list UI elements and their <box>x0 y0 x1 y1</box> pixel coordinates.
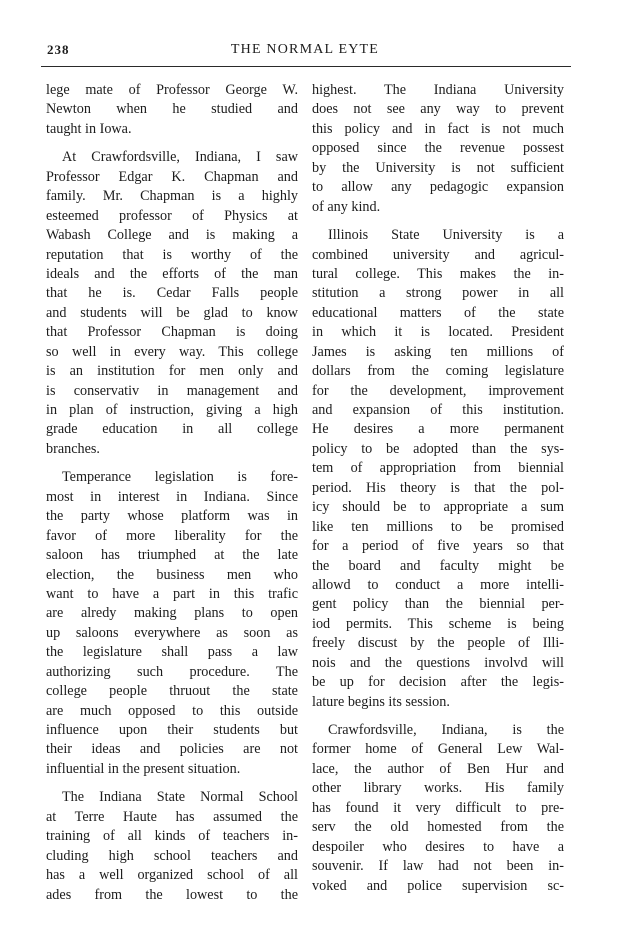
text-line: policy to be adopted than the sys- <box>312 440 564 457</box>
text-line: icy should be to appropriate a sum <box>312 499 564 516</box>
paragraph <box>312 721 564 896</box>
text-line: reputation that is worthy of the <box>46 246 298 263</box>
text-line: stitution a strong power in all <box>312 285 564 302</box>
text-line: ideals and the efforts of the man <box>46 265 298 282</box>
text-line: nois and the questions involvd will <box>312 654 564 671</box>
paragraph-gap <box>312 712 564 721</box>
text-line: the legislature shall pass a law <box>46 644 298 661</box>
text-line: their ideas and policies are not <box>46 741 298 758</box>
text-line: allowd to conduct a more intelli- <box>312 576 564 593</box>
text-line: the party whose platform was in <box>46 508 298 525</box>
text-line: saloon has triumphed at the late <box>46 547 298 564</box>
text-line: up saloons everywhere as soon as <box>46 624 298 641</box>
text-line: branches. <box>46 440 100 457</box>
header-rule <box>41 66 571 67</box>
text-line: family. Mr. Chapman is a highly <box>46 188 298 205</box>
text-line: this policy and in fact is not much <box>312 120 564 137</box>
text-line: election, the business men who <box>46 566 298 583</box>
page-header <box>47 42 563 62</box>
right-column <box>312 81 564 896</box>
text-line: that Professor Chapman is doing <box>46 324 298 341</box>
text-line: freely discust by the people of Illi- <box>312 635 564 652</box>
text-line: like ten millions to be promised <box>312 518 564 535</box>
text-line: lege mate of Professor George W. <box>46 82 298 98</box>
text-line: souvenir. If law had not been in- <box>312 858 564 875</box>
journal-title: THE NORMAL EYTE <box>230 42 380 57</box>
paragraph <box>46 148 298 459</box>
text-line: dollars from the coming legislature <box>312 363 564 380</box>
text-line: Crawfordsville, Indiana, is the <box>328 722 564 738</box>
left-column <box>46 81 298 905</box>
text-line: to allow any pedagogic expansion <box>312 179 564 196</box>
paragraph <box>46 468 298 779</box>
text-line: He desires a more permanent <box>312 421 564 438</box>
text-line: other library works. His family <box>312 780 564 797</box>
text-line: in plan of instruction, giving a high <box>46 402 298 418</box>
paragraph-gap <box>46 139 298 148</box>
text-line: that he is. Cedar Falls people <box>46 285 298 302</box>
text-line: most in interest in Indiana. Since <box>46 488 298 505</box>
text-line: for a period of five years so that <box>312 538 564 555</box>
text-line: Professor Edgar K. Chapman and <box>46 168 298 185</box>
text-line: influential in the present situation. <box>46 760 241 777</box>
text-line: educational matters of the state <box>312 304 564 321</box>
text-line: lace, the author of Ben Hur and <box>312 760 564 777</box>
text-line: Temperance legislation is fore- <box>62 469 298 486</box>
text-line: gent policy than the biennial per- <box>312 596 564 613</box>
text-line: training of all kinds of teachers in- <box>46 828 298 845</box>
text-line: at Terre Haute has assumed the <box>46 808 298 825</box>
text-line: combined university and agricul- <box>312 246 564 263</box>
text-line: want to have a part in this trafic <box>46 585 298 602</box>
text-line: voked and police supervision sc- <box>312 877 564 894</box>
text-line: in which it is located. President <box>312 324 564 341</box>
text-line: opposed since the revenue possest <box>312 140 564 157</box>
text-line: so well in every way. This college <box>46 343 298 360</box>
text-line: Newton when he studied and <box>46 101 298 118</box>
text-line: James is asking ten millions of <box>312 343 564 360</box>
text-line: tural college. This makes the in- <box>312 265 564 282</box>
text-line: serv the old homested from the <box>312 819 564 836</box>
text-line: period. His theory is that the pol- <box>312 479 564 496</box>
paragraph-gap <box>312 217 564 226</box>
text-line: favor of more liberality for the <box>46 527 298 544</box>
text-line: cluding high school teachers and <box>46 847 298 864</box>
text-line: grade education in all college <box>46 421 298 438</box>
text-line: is an institution for men only and <box>46 363 298 380</box>
paragraph <box>46 81 298 139</box>
text-line: by the University is not sufficient <box>312 159 564 176</box>
text-line: iod permits. This scheme is being <box>312 615 564 632</box>
text-line: are alredy making plans to open <box>46 605 298 622</box>
page-number: 238 <box>47 42 70 57</box>
text-line: highest. The Indiana University <box>312 82 564 98</box>
text-line: is conservativ in management and <box>46 382 298 399</box>
text-line: At Crawfordsville, Indiana, I saw <box>62 149 298 166</box>
paragraph <box>312 81 564 217</box>
text-line: taught in Iowa. <box>46 120 132 137</box>
text-line: for the development, improvement <box>312 382 564 399</box>
paragraph <box>312 226 564 712</box>
text-line: Wabash College and is making a <box>46 227 298 244</box>
paragraph-gap <box>46 779 298 788</box>
text-line: authorizing such procedure. The <box>46 663 298 680</box>
text-line: influence upon their students but <box>46 722 298 738</box>
text-line: and expansion of this institution. <box>312 402 564 418</box>
text-line: despoiler who desires to have a <box>312 838 564 855</box>
text-line: The Indiana State Normal School <box>62 789 298 806</box>
text-line: ades from the lowest to the <box>46 886 298 903</box>
text-line: be up for decision after the legis- <box>312 674 564 691</box>
paragraph-gap <box>46 459 298 468</box>
text-line: college people thruout the state <box>46 683 298 700</box>
text-line: former home of General Lew Wal- <box>312 741 564 758</box>
text-line: the board and faculty might be <box>312 557 564 574</box>
text-line: has a well organized school of all <box>46 867 298 884</box>
text-line: and students will be glad to know <box>46 304 298 321</box>
text-line: esteemed professor of Physics at <box>46 207 298 224</box>
text-line: has found it very difficult to pre- <box>312 799 564 816</box>
text-line: Illinois State University is a <box>328 227 564 244</box>
text-line: of any kind. <box>312 198 381 215</box>
text-line: are much opposed to this outside <box>46 702 298 719</box>
text-line: lature begins its session. <box>312 693 450 710</box>
text-line: tem of appropriation from biennial <box>312 460 564 477</box>
paragraph <box>46 788 298 905</box>
text-line: does not see any way to prevent <box>312 101 564 118</box>
